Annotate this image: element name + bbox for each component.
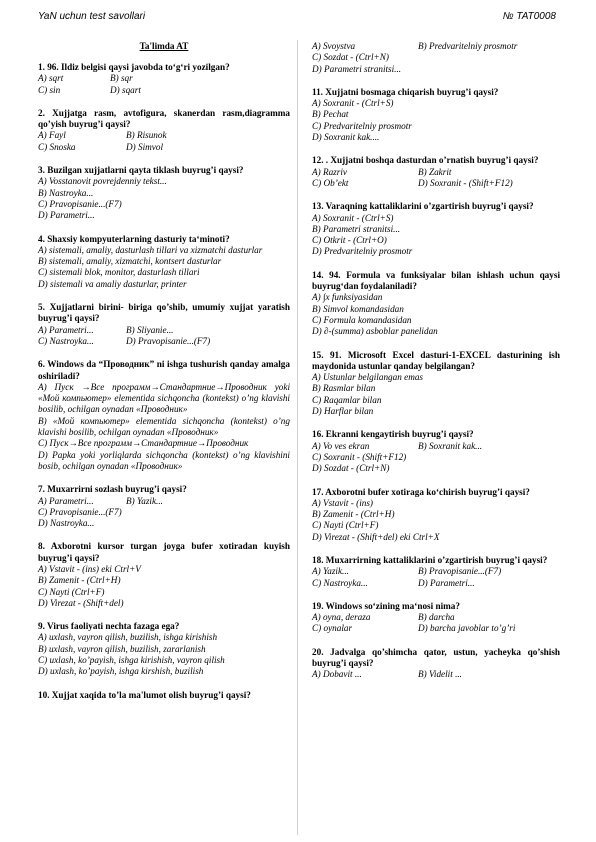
answer-row xyxy=(312,167,560,178)
question-text: 13. Varaqning kattaliklarini o’zgartirish buyrug’i qaysi? xyxy=(312,201,534,212)
answer-option: D) Parametri stranitsi... xyxy=(312,63,402,74)
answer-option: A) Svoystva xyxy=(312,41,356,51)
question-block xyxy=(312,601,560,635)
answer-option: D) sqart xyxy=(110,84,141,95)
answer-option: B) sqr xyxy=(110,73,133,84)
answer-option: A) Fayl xyxy=(38,130,66,141)
answer-option: A) Soxranit - (Ctrl+S) xyxy=(312,98,394,109)
answer-option: A) Vo ves ekran xyxy=(312,440,370,451)
answer-option: B) Nastroyka... xyxy=(38,187,94,198)
question-block xyxy=(38,484,290,529)
question-block xyxy=(38,62,290,96)
answer-row xyxy=(312,41,560,52)
answer-option: C) Nastroyka... xyxy=(38,335,94,346)
header-code: № TAT0008 xyxy=(502,11,556,22)
question-text: 19. Windows so‘zining ma‘nosi nima? xyxy=(312,600,460,611)
answer-option: A) sistemali, amaliy, dasturlash tillari va xizmatchi dasturlar xyxy=(38,244,263,255)
question-text: 10. Xujjat xaqida to’la ma'lumot olish buyrug’i qaysi? xyxy=(38,689,251,700)
answer-option: B) Predvaritelniy prosmotr xyxy=(418,41,518,51)
answer-option: C) Sozdat - (Ctrl+N) xyxy=(312,52,389,63)
answer-row xyxy=(312,578,560,589)
question-block xyxy=(38,621,290,677)
answer-row xyxy=(312,566,560,577)
answer-option: A) Dobavit ... xyxy=(312,669,362,680)
question-text: 18. Muxarrirning kattaliklarini o’zgartirish buyrug’i qaysi? xyxy=(312,554,548,565)
answer-option: B) Risunok xyxy=(126,130,167,141)
answer-option: D) Nastroyka... xyxy=(38,518,95,529)
answer-option: D) barcha javoblar to’g’ri xyxy=(418,623,516,634)
answer-option: B) «Мой компьютер» elementida sichqoncha (kontekst) o’ng klavishi bosilib, ochilgan oynadan «Проводник» xyxy=(38,415,290,438)
answer-option: C) Otkrit - (Ctrl+O) xyxy=(312,235,387,246)
answer-option: B) Simvol komandasidan xyxy=(312,303,404,314)
answer-option: B) Soxranit kak... xyxy=(418,440,483,451)
question-block xyxy=(312,429,560,474)
answer-row xyxy=(312,623,560,634)
question-text: 12. . Xujjatni boshqa dasturdan o’rnatish buyrug’i qaysi? xyxy=(312,155,539,166)
answer-option: B) Sliyanie... xyxy=(126,324,174,335)
answer-row xyxy=(38,496,290,507)
answer-option: D) Pravopisanie...(F7) xyxy=(126,335,211,346)
question-text: 4. Shaxsiy kompyuterlarning dasturiy ta‘minoti? xyxy=(38,233,230,244)
question-text: 8. Axborotni kursor turgan joyga bufer xotiradan kuyish buyrug’i qaysi? xyxy=(38,541,290,563)
answer-option: D) sistemali va amaliy dasturlar, printer xyxy=(38,278,187,289)
answer-row xyxy=(312,669,560,680)
answer-option: C) Nayti (Ctrl+F) xyxy=(38,586,105,597)
answer-option: D) Papka yoki yorliqlarda sichqoncha (kontekst) o’ng klavishini bosib, ochilgan oynadan «Проводник» xyxy=(38,449,290,471)
question-block xyxy=(312,41,560,75)
answer-option: C) Pravopisanie...(F7) xyxy=(38,506,122,517)
answer-option: A) uxlash, vayron qilish, buzilish, ishga kirishish xyxy=(38,632,218,643)
answer-option: A) Vstavit - (ins) xyxy=(312,497,373,508)
answer-option: B) Zakrit xyxy=(418,166,452,177)
answer-option: C) Raqamlar bilan xyxy=(312,394,382,405)
answer-row xyxy=(312,178,560,189)
answer-option: B) Parametri stranitsi... xyxy=(312,223,401,234)
answer-option: A) Ustunlar belgilangan emas xyxy=(312,372,424,383)
question-block xyxy=(312,487,560,543)
answer-option: B) darcha xyxy=(418,612,455,623)
question-text: 14. 94. Formula va funksiyalar bilan ishlash uchun qaysi buyrug‘dan foydalaniladi? xyxy=(312,269,560,292)
header-title: YaN uchun test savollari xyxy=(38,11,146,22)
answer-option: B) Pechat xyxy=(312,109,349,120)
question-block xyxy=(312,87,560,143)
column-divider xyxy=(297,40,298,835)
answer-option: B) Videlit ... xyxy=(418,669,462,680)
question-block xyxy=(312,201,560,257)
answer-option: A) Soxranit - (Ctrl+S) xyxy=(312,212,394,223)
answer-option: A) oyna, deraza xyxy=(312,612,371,623)
page-header xyxy=(38,11,556,25)
answer-option: A) Vstavit - (ins) eki Ctrl+V xyxy=(38,563,141,574)
question-text: 3. Buzilgan xujjatlarni qayta tiklash buyrug’i qaysi? xyxy=(38,165,244,176)
answer-option: D) Sozdat - (Ctrl+N) xyxy=(312,463,390,474)
question-text: 11. Xujjatni bosmaga chiqarish buyrug’i qaysi? xyxy=(312,86,499,97)
answer-option: C) Soxranit - (Shift+F12) xyxy=(312,451,407,462)
question-text: 7. Muxarrirni sozlash buyrug’i qaysi? xyxy=(38,484,187,495)
answer-option: B) Zamenit - (Ctrl+H) xyxy=(312,509,395,520)
question-text: 16. Ekranni kengaytirish buyrug’i qaysi? xyxy=(312,429,474,440)
answer-row xyxy=(38,142,290,153)
question-block xyxy=(312,155,560,189)
answer-option: C) Pravopisanie...(F7) xyxy=(38,198,122,209)
answer-row xyxy=(38,325,290,336)
answer-option: A) Vosstanovit povrejdenniy tekst... xyxy=(38,176,167,187)
answer-option: C) Nayti (Ctrl+F) xyxy=(312,520,379,531)
question-block xyxy=(38,108,290,153)
answer-option: D) Harflar bilan xyxy=(312,406,374,417)
answer-row xyxy=(38,130,290,141)
question-text: 17. Axborotni bufer xotiraga ko‘chirish buyrug’i qaysi? xyxy=(312,486,530,497)
answer-option: B) Yazik... xyxy=(126,495,163,506)
question-text: 5. Xujjatlarni birini- biriga qo’shib, umumiy xujjat yaratish buyrug’i qaysi? xyxy=(38,302,290,324)
answer-option: D) Simvol xyxy=(126,141,163,152)
answer-option: C) Predvaritelniy prosmotr xyxy=(312,120,412,131)
answer-row xyxy=(312,612,560,623)
answer-option: D) Virezat - (Shift+del) xyxy=(38,597,124,608)
answer-option: A) Пуск →Все программ→Стандартние→Проводник yoki «Мой компьютер» elementida sichqoncha (kontekst) o’ng klavishi bosilib, ochilgan oynadan «Проводник» xyxy=(38,381,290,415)
answer-option: C) Snoska xyxy=(38,141,76,152)
answer-row xyxy=(312,441,560,452)
answer-row xyxy=(38,73,290,84)
answer-option: D) Soxranit kak.... xyxy=(312,132,380,143)
answer-option: A) Parametri... xyxy=(38,495,94,506)
answer-option: A) ∫x funksiyasidan xyxy=(312,292,383,303)
answer-option: C) Formula komandasidan xyxy=(312,314,412,325)
question-text: 2. Xujjatga rasm, avtofigura, skanerdan rasm,diagramma qo’yish buyrug’i qaysi? xyxy=(38,107,290,130)
answer-option: D) Soxranit - (Shift+F12) xyxy=(418,177,513,188)
question-text: 20. Jadvalga qo’shimcha qator, ustun, yacheyka qo’shish buyrug’i qaysi? xyxy=(312,646,560,669)
question-text: 1. 96. Ildiz belgisi qaysi javobda to‘g‘ri yozilgan? xyxy=(38,62,230,72)
answer-row xyxy=(38,336,290,347)
question-text: 6. Windows da “Проводник” ni ishga tushurish qanday amalga oshiriladi? xyxy=(38,359,290,381)
answer-row xyxy=(38,85,290,96)
answer-option: D) ∂-(summa) asboblar panelidan xyxy=(312,326,438,337)
answer-option: B) Zamenit - (Ctrl+H) xyxy=(38,575,121,586)
answer-option: C) Nastroyka... xyxy=(312,577,368,588)
answer-option: B) uxlash, vayron qilish, buzilish, zararlanish xyxy=(38,643,206,654)
answer-option: A) sqrt xyxy=(38,73,64,84)
answer-option: D) Parametri... xyxy=(418,577,475,588)
answer-option: C) uxlash, ko’payish, ishga kirishish, vayron qilish xyxy=(38,655,225,666)
question-block xyxy=(38,302,290,347)
question-block xyxy=(38,541,290,609)
question-block xyxy=(312,270,560,338)
answer-option: B) sistemali, amaliy, xizmatchi, kontsert dasturlar xyxy=(38,256,222,267)
answer-option: B) Rasmlar bilan xyxy=(312,383,376,394)
question-block xyxy=(312,350,560,418)
question-block xyxy=(312,647,560,681)
answer-option: A) Razriv xyxy=(312,166,347,177)
question-block xyxy=(38,165,290,221)
answer-option: D) Parametri... xyxy=(38,210,95,221)
answer-option: B) Pravopisanie...(F7) xyxy=(418,566,502,577)
answer-option: C) sin xyxy=(38,84,61,95)
answer-option: D) Virezat - (Shift+del) eki Ctrl+X xyxy=(312,531,440,542)
answer-option: A) Yazik... xyxy=(312,566,349,577)
question-text: 9. Virus faoliyati nechta fazaga ega? xyxy=(38,621,180,632)
question-block xyxy=(38,690,290,701)
right-column xyxy=(312,41,560,693)
answer-option: C) sistemali blok, monitor, dasturlash tillari xyxy=(38,267,200,278)
answer-option: C) Пуск→Все программ→Стандартние→Проводник xyxy=(38,438,249,449)
answer-option: C) Ob’ekt xyxy=(312,177,349,188)
question-block xyxy=(38,234,290,290)
answer-option: D) uxlash, ko’payish, ishga kirshish, buzilish xyxy=(38,666,204,677)
question-text: 15. 91. Microsoft Excel dasturi-1-EXCEL dasturining ish maydonida ustunlar qanday belgilangan? xyxy=(312,349,560,371)
question-block xyxy=(38,359,290,472)
answer-option: D) Predvaritelniy prosmotr xyxy=(312,246,413,257)
left-column xyxy=(38,41,290,713)
section-title: Ta'limda AT xyxy=(139,41,189,51)
answer-option: A) Parametri... xyxy=(38,324,94,335)
question-block xyxy=(312,555,560,589)
answer-option: C) oynalar xyxy=(312,623,353,634)
